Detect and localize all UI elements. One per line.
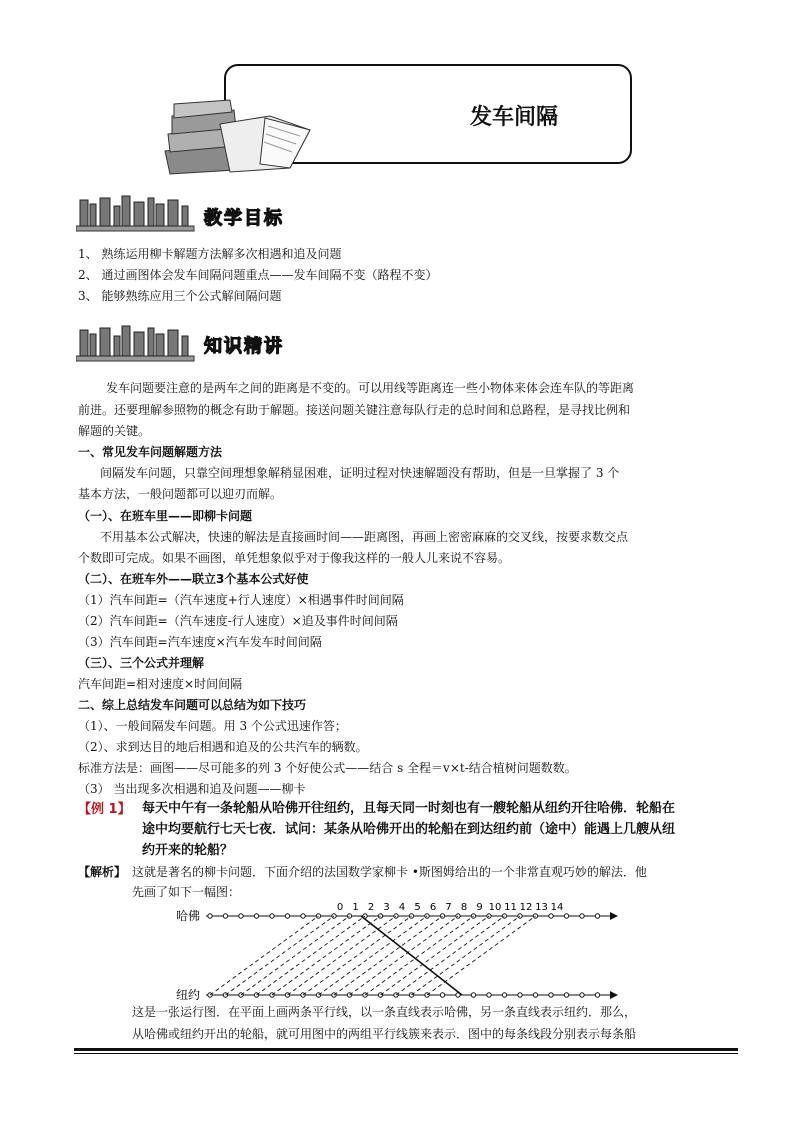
solution-line: 从哈佛或纽约开出的轮船，就可用图中的两组平行线簇来表示．图中的每条线段分别表示每条船 bbox=[132, 1027, 637, 1041]
port-dot bbox=[533, 993, 537, 997]
tip-line: （1）、一般间隔发车问题。用 3 个公式迅速作答； bbox=[78, 719, 347, 733]
ship-path bbox=[303, 916, 412, 995]
subheading: （三）、三个公式并理解 bbox=[78, 656, 205, 670]
tip-line: （3） 当出现多次相遇和追及问题——柳卡 bbox=[78, 782, 306, 796]
port-dot bbox=[471, 993, 475, 997]
tick-label: 0 bbox=[336, 902, 344, 913]
ship-path bbox=[334, 916, 443, 995]
subheading: （二）、在班车外——联立3个基本公式好使 bbox=[78, 572, 309, 586]
port-dot bbox=[549, 914, 553, 918]
subheading: （一）、在班车里——即柳卡问题 bbox=[78, 509, 253, 523]
solution-line: 先画了如下一幅图： bbox=[132, 885, 241, 899]
example-line: 每天中午有一条轮船从哈佛开往纽约，且每天同一时刻也有一艘轮船从纽约开往哈佛．轮船在 bbox=[142, 801, 676, 816]
port-dot bbox=[208, 914, 212, 918]
liuka-diagram bbox=[170, 898, 620, 1006]
solution-label: 【解析】 bbox=[78, 865, 127, 879]
example-line: 约开来的轮船？ bbox=[142, 843, 234, 858]
newyork-label: 纽约 bbox=[176, 988, 201, 1002]
ship-path bbox=[257, 916, 366, 995]
port-dot bbox=[285, 914, 289, 918]
page-title: 发车间隔 bbox=[469, 105, 558, 130]
formula-line: （3）汽车间距=汽车速度×汽车发车时间间隔 bbox=[78, 635, 322, 649]
tick-label: 4 bbox=[398, 902, 406, 913]
goal-item: 3、 能够熟练应用三个公式解间隔问题 bbox=[78, 289, 282, 303]
formula-line: （1）汽车间距=（汽车速度+行人速度）×相遇事件时间间隔 bbox=[78, 593, 404, 607]
paragraph-line: 前进。还要理解参照物的概念有助于解题。接送问题关键注意每队行走的总时间和总路程，是寻找比例和 bbox=[78, 403, 631, 417]
port-dot bbox=[254, 914, 258, 918]
solution-line: 这是一张运行图．在平面上画两条平行线，以一条直线表示哈佛，另一条直线表示纽约．那么， bbox=[132, 1005, 637, 1019]
ship-path bbox=[272, 916, 381, 995]
paragraph-line: 不用基本公式解决，快速的解法是直接画时间——距离图，再画上密密麻麻的交叉线，按要求数交点 bbox=[100, 530, 629, 544]
ship-path bbox=[350, 916, 459, 995]
paragraph-line: 基本方法，一般问题都可以迎刃而解。 bbox=[78, 487, 283, 501]
ship-path bbox=[412, 916, 521, 995]
ship-path bbox=[381, 916, 490, 995]
example-label: 【例 1】 bbox=[78, 802, 131, 817]
harvard-label: 哈佛 bbox=[176, 909, 201, 923]
footer-rule bbox=[74, 1053, 738, 1054]
port-dot bbox=[580, 993, 584, 997]
tick-label: 3 bbox=[383, 902, 390, 913]
formula-line: （2）汽车间距=（汽车速度-行人速度）×追及事件时间间隔 bbox=[78, 614, 398, 628]
port-dot bbox=[518, 993, 522, 997]
ship-path bbox=[365, 916, 474, 995]
tick-label: 13 bbox=[535, 902, 548, 913]
ship-path bbox=[427, 916, 536, 995]
paragraph-line: 个数即可完成。如果不画图，单凭想象似乎对于像我这样的一般人儿来说不容易。 bbox=[78, 551, 511, 565]
port-dot bbox=[239, 914, 243, 918]
arrow-icon bbox=[610, 991, 618, 999]
formula-line: 汽车间距=相对速度×时间间隔 bbox=[78, 677, 243, 691]
tick-label: 1 bbox=[352, 902, 359, 913]
shelf-books-icon bbox=[76, 322, 196, 362]
tick-label: 8 bbox=[460, 902, 468, 913]
port-dot bbox=[270, 914, 274, 918]
ship-path bbox=[226, 916, 335, 995]
section-title-knowledge: 知识精讲 bbox=[204, 336, 284, 357]
port-dot bbox=[549, 993, 553, 997]
tick-label: 6 bbox=[429, 902, 437, 913]
solution-line: 这就是著名的柳卡问题．下面介绍的法国数学家柳卡 •斯图姆给出的一个非常直观巧妙的解法．他 bbox=[132, 865, 647, 879]
paragraph-line: 发车问题要注意的是两车之间的距离是不变的。可以用线等距离连一些小物体来体会连车队的等距离 bbox=[106, 381, 635, 395]
books-illustration bbox=[160, 96, 320, 176]
tick-label: 9 bbox=[476, 902, 483, 913]
paragraph-line: 间隔发车问题，只靠空间理想象解稍显困难，证明过程对快速解题没有帮助，但是一旦掌握了 3 个 bbox=[100, 466, 620, 480]
goal-item: 2、 通过画图体会发车间隔问题重点——发车间隔不变（路程不变） bbox=[78, 268, 438, 282]
tick-label: 10 bbox=[488, 902, 502, 913]
highlight-ship-path bbox=[361, 916, 462, 995]
example-line: 途中均要航行七天七夜．试问：某条从哈佛开出的轮船在到达纽约前（途中）能遇上几艘从纽 bbox=[142, 822, 676, 837]
paragraph-line: 解题的关键。 bbox=[78, 424, 151, 438]
port-dot bbox=[564, 993, 568, 997]
port-dot bbox=[595, 993, 599, 997]
tick-label: 11 bbox=[504, 902, 517, 913]
arrow-icon bbox=[610, 912, 618, 920]
tip-line: 标准方法是：画图——尽可能多的列 3 个好使公式——结合 s 全程＝v×t-结合植树问题数数。 bbox=[78, 761, 577, 775]
port-dot bbox=[595, 914, 599, 918]
port-dot bbox=[502, 993, 506, 997]
tick-label: 2 bbox=[367, 902, 375, 913]
heading: 二、综上总结发车问题可以总结为如下技巧 bbox=[78, 698, 307, 712]
shelf-books-icon bbox=[76, 192, 196, 232]
tip-line: （2）、求到达目的地后相遇和追及的公共汽车的辆数。 bbox=[78, 740, 368, 754]
port-dot bbox=[487, 993, 491, 997]
port-dot bbox=[301, 914, 305, 918]
section-title-goals: 教学目标 bbox=[204, 208, 284, 229]
ship-path bbox=[241, 916, 350, 995]
tick-label: 12 bbox=[519, 902, 533, 913]
ship-path bbox=[288, 916, 397, 995]
tick-label: 14 bbox=[550, 902, 564, 913]
footer-rule bbox=[74, 1048, 738, 1051]
port-dot bbox=[440, 993, 444, 997]
heading: 一、常见发车问题解题方法 bbox=[78, 445, 223, 459]
port-dot bbox=[223, 914, 227, 918]
port-dot bbox=[580, 914, 584, 918]
ship-path bbox=[210, 916, 319, 995]
tick-label: 5 bbox=[414, 902, 421, 913]
port-dot bbox=[564, 914, 568, 918]
tick-label: 7 bbox=[445, 902, 452, 913]
goal-item: 1、 熟练运用柳卡解题方法解多次相遇和追及问题 bbox=[78, 247, 342, 261]
